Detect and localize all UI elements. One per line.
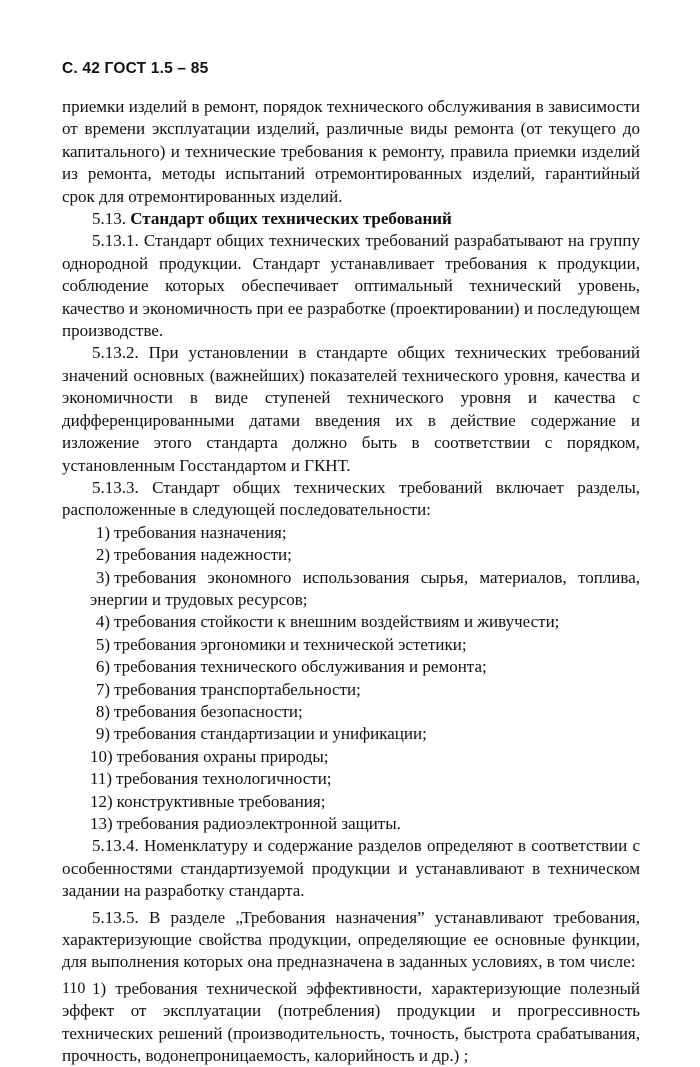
section-number: 5.13. [92,209,126,229]
requirements-list [62,522,640,836]
list-item: 10) требования охраны природы; [90,746,329,766]
page-number: 110 [62,980,86,997]
list-item: 6) требования технического обслуживания и ремонта; [95,657,487,677]
paragraph-continuation: приемки изделий в ремонт, порядок технического обслуживания в зависимости от времени эксплуатации изделий, различные виды ремонта (от текущего до капитального) и технические требования к ремонту, правила приемки изделий из ремонта, методы испытаний отремонтированных изделий, гарантийный срок для отремонтированных изделий. [62,97,640,206]
page-header: С. 42 ГОСТ 1.5 – 85 [62,60,209,77]
body-text [62,96,640,1067]
paragraph-5-13-5: 5.13.5. В разделе „Требования назначения” устанавливают требования, характеризующие свойства продукции, определяющие ее основные функции, для выполнения которых она предназначена в заданных условиях, в том числе: [62,907,640,972]
list-item: 9) требования стандартизации и унификации; [95,724,427,744]
section-title: Стандарт общих технических требований [130,209,452,229]
list-item: 5) требования эргономики и технической эстетики; [95,634,467,654]
paragraph-5-13-1: 5.13.1. Стандарт общих технических требований разрабатывают на группу однородной продукции. Стандарт устанавливает требования к продукции, соблюдение которых обеспечивает оптимальный технический уровень, качество и экономичность при ее разработке (проектировании) и последующем производстве. [62,231,640,341]
list-item: 2) требования надежности; [95,545,292,565]
paragraph-item-1: 1) требования технической эффективности, характеризующие полезный эффект от эксплуатации (потребления) продукции и прогрессивность технических решений (производительность, точность, быстрота срабатывания, прочность, водонепроницаемость, калорийность и др.) ; [62,978,640,1066]
list-item: 8) требования безопасности; [95,701,303,721]
list-item: 4) требования стойкости к внешним воздействиям и живучести; [95,612,560,632]
section-heading-5-13 [62,208,640,230]
list-item: 13) требования радиоэлектронной защиты. [90,814,401,833]
list-item: 11) требования технологичности; [90,769,332,789]
list-item: 7) требования транспортабельности; [95,679,361,699]
list-item: 1) требования назначения; [95,522,287,542]
list-item: 3) требования экономного использования сырья, материалов, топлива, энергии и трудовых ресурсов; [90,567,640,609]
paragraph-5-13-2: 5.13.2. При установлении в стандарте общих технических требований значений основных (важнейших) показателей технического уровня, качества и экономичности в виде ступеней технического уровня и качества с дифференцированными датами введения их в действие содержание и изложение этого стандарта должно быть в соответствии с порядком, установленным Госстандартом и ГКНТ. [62,343,640,475]
paragraph-5-13-4: 5.13.4. Номенклатуру и содержание разделов определяют в соответствии с особенностями стандартизуемой продукции и устанавливают в техническом задании на разработку стандарта. [62,836,640,901]
list-item: 12) конструктивные требования; [90,791,326,811]
paragraph-5-13-3: 5.13.3. Стандарт общих технических требований включает разделы, расположенные в следующей последовательности: [62,477,640,520]
